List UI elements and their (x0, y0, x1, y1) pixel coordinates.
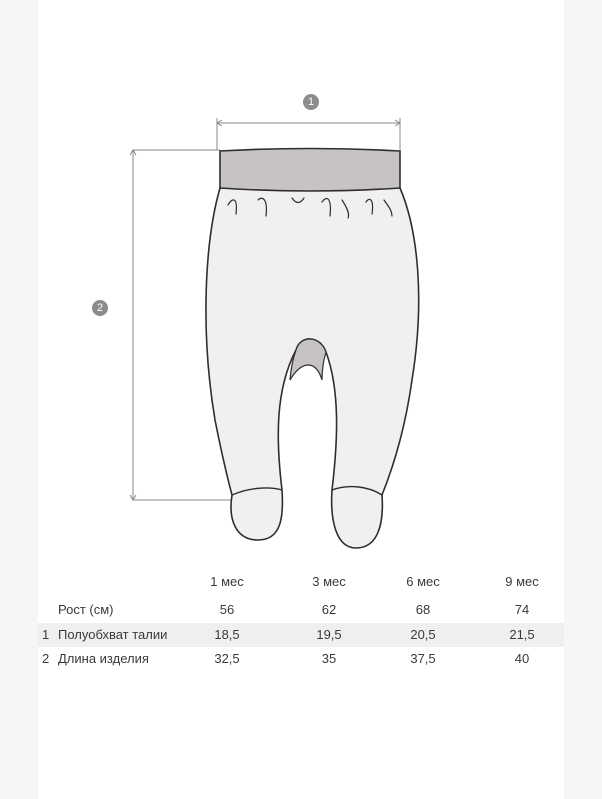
waistband (220, 149, 400, 192)
table-row (38, 647, 564, 671)
table-cell: 56 (219, 602, 235, 617)
table-cell: 32,5 (214, 651, 240, 666)
width-dimension-line (217, 118, 400, 150)
table-cell: 35 (321, 651, 337, 666)
row-label: Рост (см) (58, 602, 114, 617)
table-cell: 21,5 (509, 627, 535, 642)
table-cell: 74 (514, 602, 530, 617)
size-table-header (38, 570, 564, 594)
table-cell: 37,5 (410, 651, 436, 666)
table-cell: 68 (415, 602, 431, 617)
row-label: Полуобхват талии (58, 627, 168, 642)
table-cell: 18,5 (214, 627, 240, 642)
table-cell: 19,5 (316, 627, 342, 642)
column-header: 9 мес (505, 574, 539, 589)
pants-body (206, 188, 419, 548)
column-header: 3 мес (312, 574, 346, 589)
row-number: 2 (42, 651, 50, 666)
table-cell: 62 (321, 602, 337, 617)
table-cell: 20,5 (410, 627, 436, 642)
row-label: Длина изделия (58, 651, 149, 666)
table-row (38, 623, 564, 647)
column-header: 1 мес (210, 574, 244, 589)
length-marker-badge: 2 (92, 300, 108, 316)
width-marker-badge: 1 (303, 94, 319, 110)
table-row (38, 598, 564, 622)
column-header: 6 мес (406, 574, 440, 589)
table-cell: 40 (514, 651, 530, 666)
row-number: 1 (42, 627, 50, 642)
